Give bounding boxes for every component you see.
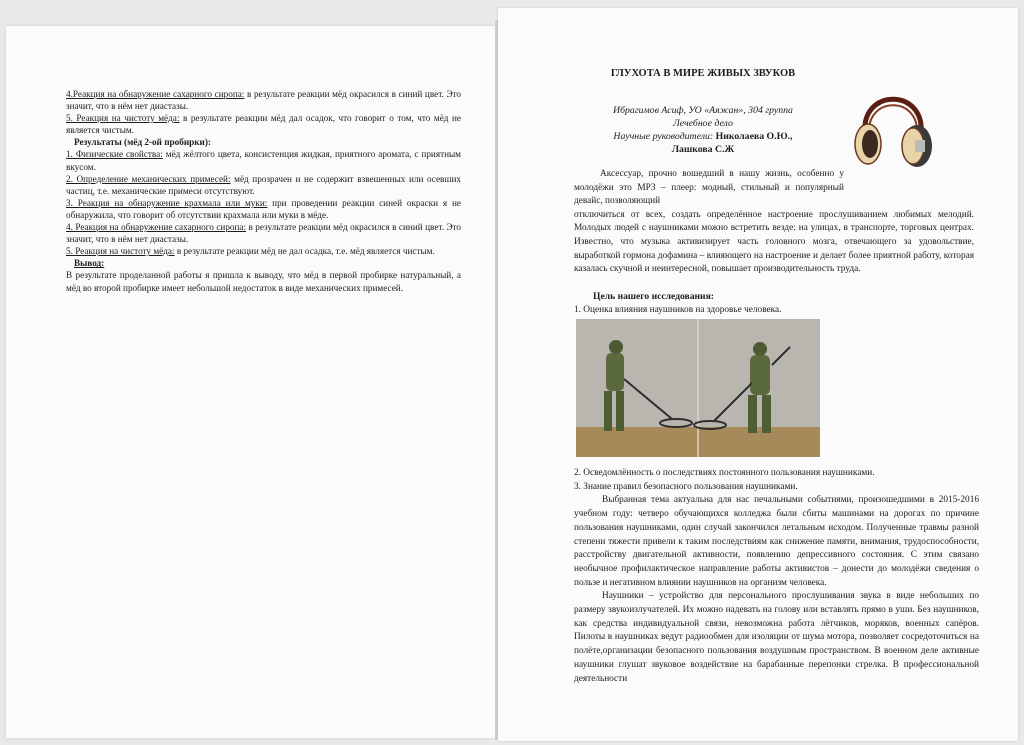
left-page-text: [66, 88, 461, 294]
supervisors-label: Научные руководители:: [613, 131, 714, 142]
goal-heading: Цель нашего исследования:: [593, 291, 714, 302]
minesweeper-photo: [576, 319, 820, 457]
line1-label: 4.Реакция на обнаружение сахарного сиропа:: [66, 89, 245, 99]
right-page: [498, 8, 1018, 741]
author-line: Ибрагимов Асиф, УО «Аяжан», 304 группа: [613, 105, 793, 116]
goal-3: 3. Знание правил безопасного пользования наушниками.: [574, 481, 798, 492]
item2-label: 2. Определение механических примесей:: [66, 173, 231, 184]
item3-text: при проведении реакции синей окраски я не обнаружила, что говорит об отсутствии крахмала или муки в мёде.: [66, 197, 461, 220]
item5-text: в результате реакции мёд не дал осадка, т.е. мёд является чистым.: [174, 246, 435, 257]
intro-long: отключиться от всех, создать определённое настроение прослушиванием любимых мелодий. Молодых людей с наушниками можно встретить везде: на улицах, в транспорте, торговых центрах. Известно, что музыка активизирует часть головного мозга, отвечающего за удовольствие, выработкой гормона дофамина – влияющего на настроение и делает более приятной работу, которая казалась скучной и неинтересной, повышает производительность труда.: [574, 209, 974, 275]
supervisor-1: Николаева О.Ю.,: [715, 131, 793, 142]
intro-short: Аксессуар, прочно вошедший в нашу жизнь, особенно у молодёжи это МР3 – плеер: модный, стильный и популярный девайс, позволяющий: [574, 169, 844, 207]
left-page: [6, 26, 496, 738]
item2-text: мёд прозрачен и не содержит взвешенных или осевших частиц, т.е. механические примеси отсутствуют.: [66, 173, 461, 196]
item3-label: 3. Реакция на обнаружение крахмала или муки:: [66, 197, 268, 208]
body-block: [574, 467, 979, 686]
line1-text: в результате реакции мёд окрасился в синий цвет. Это значит, что в нём нет диастазы.: [66, 89, 461, 112]
author-block: [588, 104, 818, 156]
goal-1: 1. Оценка влияния наушников на здоровье человека.: [574, 305, 782, 315]
headphones-image: [843, 78, 943, 178]
body-paragraph-1: Выбранная тема актуальна для нас печальными событиями, произошедшими в 2015-2016 учебном году: четверо обучающихся колледжа были сбиты машинами на дорогах по причине пользования наушниками, один случай закончился летальным исходом. Полученные травмы разной степени тяжести привели к таким последствиям как снижение памяти, внимания, трудоспособности, расстройству двигательной активности, появлению депрессивного состояния. С этим связано необычное профилактическое направление работы активистов – донести до молодёжи сведения о пользе и негативном влиянии наушников на организм человека.: [574, 495, 979, 588]
item5-label: 5. Реакция на чистоту мёда:: [66, 246, 175, 257]
item4-label: 4. Реакция на обнаружение сахарного сиропа:: [66, 222, 247, 233]
line2-text: в результате реакции мёд дал осадок, что говорит о том, что мёд не является чистым.: [66, 113, 461, 136]
supervisor-2: Лашкова С.Ж: [671, 144, 735, 155]
article-title: ГЛУХОТА В МИРЕ ЖИВЫХ ЗВУКОВ: [610, 68, 796, 79]
conclusion-heading: Вывод:: [74, 258, 105, 269]
item1-text: мёд жёлтого цвета, консистенция жидкая, приятного аромата, с приятным вкусом.: [66, 149, 461, 172]
line2-label: 5. Реакция на чистоту мёда:: [66, 113, 180, 124]
goal-2: 2. Осведомлённость о последствиях постоянного пользования наушниками.: [574, 468, 875, 478]
item4-text: в результате реакции мёд окрасился в синий цвет. Это значит, что в нём нет диастазы.: [66, 222, 462, 245]
intro-block: [574, 168, 974, 277]
results-heading: Результаты (мёд 2-ой пробирки):: [74, 137, 211, 148]
body-paragraph-2: Наушники – устройство для персонального прослушивания звука в виде небольших по размеру звукоизлучателей. Их можно надевать на голову или вставлять прямо в уши. Без наушников, как средства индивидуальной связи, невозможна работа лётчиков, моряков, военных сапёров. Пилоты в наушниках ведут радиообмен для изоляции от шума мотора, позволяет сосредоточиться на полёте,организации безопасного пользования воздушным пространством. В военном деле активные наушники глушат звуковое воздействие на барабанные перепонки стрелка. В профессиональной деятельности: [574, 591, 979, 684]
conclusion-text: В результате проделанной работы я пришла к выводу, что мёд в первой пробирке натуральный, а мёд во второй пробирке имеет небольшой недостаток в виде механических примесей.: [66, 270, 461, 293]
specialty: Лечебное дело: [673, 118, 733, 129]
item1-label: 1. Физические свойства:: [66, 149, 163, 160]
